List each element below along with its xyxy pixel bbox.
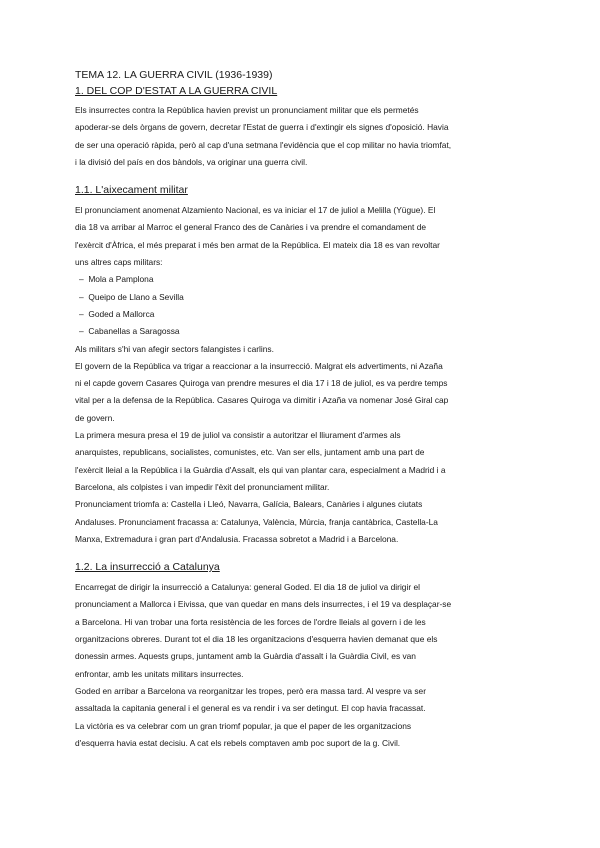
paragraph-line: dia 18 va arribar al Marroc el general Franco des de Canàries i va prendre el comandament de xyxy=(75,222,427,233)
paragraph-line: La victòria es va celebrar com un gran triomf popular, ja que el paper de les organitzacions xyxy=(75,720,412,731)
paragraph-line: uns altres caps militars: xyxy=(75,257,163,268)
paragraph-line: enfrontar, amb les unitats militars insurrectes. xyxy=(75,668,244,679)
paragraph-line: Els insurrectes contra la República havien previst un pronunciament militar que els permetés xyxy=(75,105,419,115)
section-1-2-heading: 1.2. La insurrecció a Catalunya xyxy=(75,561,220,574)
list-item: – Mola a Pamplona xyxy=(79,271,548,288)
paragraph-line: i la divisió del país en dos bàndols, va originar una guerra civil. xyxy=(75,156,308,167)
list-item: – Goded a Mallorca xyxy=(79,306,548,323)
paragraph-line: El pronunciament anomenat Alzamiento Nacional, es va iniciar el 17 de juliol a Melilla (Yügue). El xyxy=(75,205,436,216)
paragraph-line: l'exèrcit lleial a la República i la Guàrdia d'Assalt, els qui van plantar cara, especialment a Madrid i a xyxy=(75,464,446,475)
paragraph-line: ni el capde govern Casares Quiroga van prendre mesures el dia 17 i 18 de juliol, es va perdre temps xyxy=(75,378,448,389)
paragraph-line: anarquistes, republicans, socialistes, comunistes, etc. Van ser ells, juntament amb una part de xyxy=(75,447,425,458)
paragraph-line: Encarregat de dirigir la insurrecció a Catalunya: general Goded. El dia 18 de juliol va dirigir el xyxy=(75,582,420,593)
military-leaders-list xyxy=(75,271,548,340)
paragraph-line: a Barcelona. Hi van trobar una forta resistència de les forces de l'ordre lleials al govern i de les xyxy=(75,616,426,627)
paragraph-line: El govern de la República va trigar a reaccionar a la insurrecció. Malgrat els advertiments, ni Azaña xyxy=(75,360,443,371)
list-item: – Queipo de Llano a Sevilla xyxy=(79,289,548,306)
paragraph-line: Als militars s'hi van afegir sectors falangistes i carlins. xyxy=(75,343,274,354)
paragraph-line: Barcelona, als colpistes i van impedir l'èxit del pronunciament militar. xyxy=(75,481,330,492)
paragraph-line: Pronunciament triomfa a: Castella i Lleó, Navarra, Galícia, Balears, Canàries i algunes ciutats xyxy=(75,499,423,510)
section-1-heading: 1. DEL COP D'ESTAT A LA GUERRA CIVIL xyxy=(75,85,278,97)
section-1-1-heading: 1.1. L'aixecament militar xyxy=(75,184,188,197)
paragraph-line: l'exèrcit d'Àfrica, el més preparat i més ben armat de la República. El mateix dia 18 es van revoltar xyxy=(75,239,440,250)
paragraph-line: donessin armes. Aquests grups, juntament amb la Guàrdia d'assalt i la Guàrdia Civil, es van xyxy=(75,651,416,662)
paragraph-line: pronunciament a Mallorca i Eivissa, que van quedar en mans dels insurrectes, i el 19 va desplaçar-se xyxy=(75,599,452,610)
paragraph-line: vital per a la defensa de la República. Casares Quiroga va dimitir i Azaña va nomenar José Giral cap xyxy=(75,395,449,406)
paragraph-line: de govern. xyxy=(75,412,115,423)
paragraph-line: La primera mesura presa el 19 de juliol va consistir a autoritzar el lliurament d'armes als xyxy=(75,430,401,441)
paragraph-line: Andaluses. Pronunciament fracassa a: Catalunya, València, Múrcia, franja cantàbrica, Castella-La xyxy=(75,516,438,527)
section-1-body xyxy=(75,102,548,171)
paragraph-line: apoderar-se dels òrgans de govern, decretar l'Estat de guerra i d'extingir els signes d'oposició. Havia xyxy=(75,122,449,133)
list-item: – Cabanellas a Saragossa xyxy=(79,323,548,340)
paragraph-line: Manxa, Extremadura i gran part d'Andalusia. Fracassa sobretot a Madrid i a Barcelona. xyxy=(75,533,399,544)
paragraph-line: organitzacions obreres. Durant tot el dia 18 les organitzacions d'esquerra havien demanat que els xyxy=(75,634,438,645)
paragraph-line: d'esquerra havia estat decisiu. A cat els rebels comptaven amb poc suport de la g. Civil. xyxy=(75,737,401,748)
section-1-1-body xyxy=(75,202,548,548)
paragraph-line: assaltada la capitania general i el general es va rendir i va ser detingut. El cop havia fracassat. xyxy=(75,703,426,714)
section-1-2-body xyxy=(75,579,548,752)
paragraph-line: de ser una operació ràpida, però al cap d'una setmana l'evidència que el cop militar no havia triomfat, xyxy=(75,139,452,150)
paragraph-line: Goded en arribar a Barcelona va reorganitzar les tropes, però era massa tard. Al vespre va ser xyxy=(75,685,426,696)
document-title: TEMA 12. LA GUERRA CIVIL (1936-1939) xyxy=(75,69,273,81)
